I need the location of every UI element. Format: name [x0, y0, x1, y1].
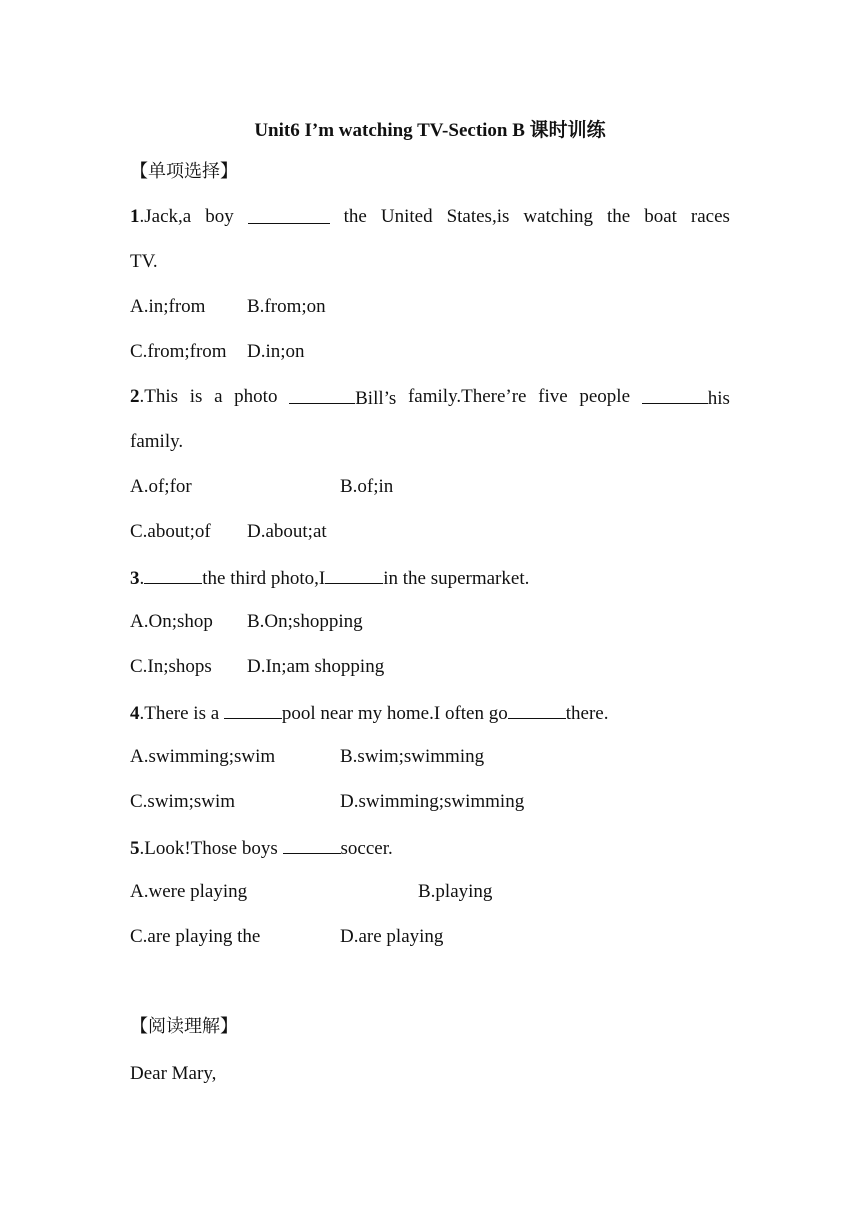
question-1-option-b: B.from;on: [247, 296, 326, 317]
question-4-option-b: B.swim;swimming: [340, 746, 485, 767]
q1-word: States,is: [446, 206, 510, 227]
question-1-line-1: [130, 205, 730, 229]
q2-word: .This: [139, 386, 179, 407]
question-1-option-c: C.from;from: [130, 341, 227, 362]
question-5-option-b: B.playing: [418, 881, 493, 902]
q1-word: the: [343, 206, 367, 227]
question-1-option-d: D.in;on: [247, 341, 305, 362]
question-4-stem: [130, 700, 608, 726]
q2-word: a: [214, 386, 223, 407]
question-5-option-c: C.are playing the: [130, 926, 261, 947]
question-4-number: 4: [130, 703, 140, 724]
question-1-line-2: TV.: [130, 251, 158, 272]
q2-word: five: [538, 386, 568, 407]
q3-text: in the supermarket.: [383, 568, 530, 589]
question-2-blank-1: [289, 385, 355, 404]
q2-word: Bill’s: [355, 388, 397, 409]
question-3-blank-2: [325, 565, 383, 584]
question-2-option-c: C.about;of: [130, 521, 211, 542]
question-3-stem: [130, 565, 529, 591]
section-heading-single-choice: 【单项选择】: [130, 161, 238, 182]
question-4-blank-2: [508, 700, 566, 719]
document-title: Unit6 I’m watching TV-Section B 课时训练: [254, 120, 606, 141]
q3-text: the third photo,I: [202, 568, 326, 589]
q2-word: his: [707, 388, 730, 409]
question-5-option-a: A.were playing: [130, 881, 248, 902]
question-4-option-c: C.swim;swim: [130, 791, 236, 812]
question-3-option-c: C.In;shops: [130, 656, 212, 677]
question-5-number: 5: [130, 838, 140, 859]
q1-word: races: [690, 206, 730, 227]
q1-word: United: [380, 206, 433, 227]
question-2-option-a: A.of;for: [130, 476, 192, 497]
question-4-option-a: A.swimming;swim: [130, 746, 276, 767]
question-3-number: 3: [130, 568, 140, 589]
question-1-blank: [248, 205, 330, 224]
q2-word: photo: [234, 386, 278, 407]
q5-text: soccer.: [340, 838, 393, 859]
q2-word: is: [189, 386, 203, 407]
q3-text: .: [139, 568, 145, 589]
question-3-option-b: B.On;shopping: [247, 611, 363, 632]
question-1-option-a: A.in;from: [130, 296, 206, 317]
question-2-number: 2: [130, 386, 140, 407]
q4-text: there.: [565, 703, 609, 724]
q1-word: the: [607, 206, 631, 227]
q2-word: family.There’re: [407, 386, 527, 407]
question-2-option-b: B.of;in: [340, 476, 394, 497]
question-3-option-d: D.In;am shopping: [247, 656, 385, 677]
letter-greeting: Dear Mary,: [130, 1063, 217, 1084]
question-2-option-d: D.about;at: [247, 521, 327, 542]
question-3-blank-1: [144, 565, 202, 584]
q1-word: boy: [205, 206, 234, 227]
q1-word: .Jack,a: [139, 206, 192, 227]
question-4-blank-1: [224, 700, 282, 719]
section-heading-reading: 【阅读理解】: [130, 1016, 238, 1037]
question-2-line-2: family.: [130, 431, 184, 452]
q5-text: .Look!Those boys: [139, 838, 283, 859]
question-2-blank-2: [642, 385, 708, 404]
question-5-blank: [283, 835, 341, 854]
q2-blank-word: [289, 385, 396, 411]
question-1-number: 1: [130, 206, 140, 227]
q4-text: pool near my home.I often go: [281, 703, 508, 724]
question-2-stem-start: [130, 385, 178, 411]
q4-text: .There is a: [139, 703, 224, 724]
question-3-option-a: A.On;shop: [130, 611, 213, 632]
q1-word: watching: [523, 206, 594, 227]
question-4-option-d: D.swimming;swimming: [340, 791, 525, 812]
q2-word: people: [579, 386, 631, 407]
q1-word: boat: [644, 206, 677, 227]
q2-blank-word: [642, 385, 730, 411]
question-5-option-d: D.are playing: [340, 926, 444, 947]
question-5-stem: [130, 835, 393, 861]
question-2-line-1: [130, 385, 730, 411]
question-1-stem-start: [130, 205, 191, 229]
